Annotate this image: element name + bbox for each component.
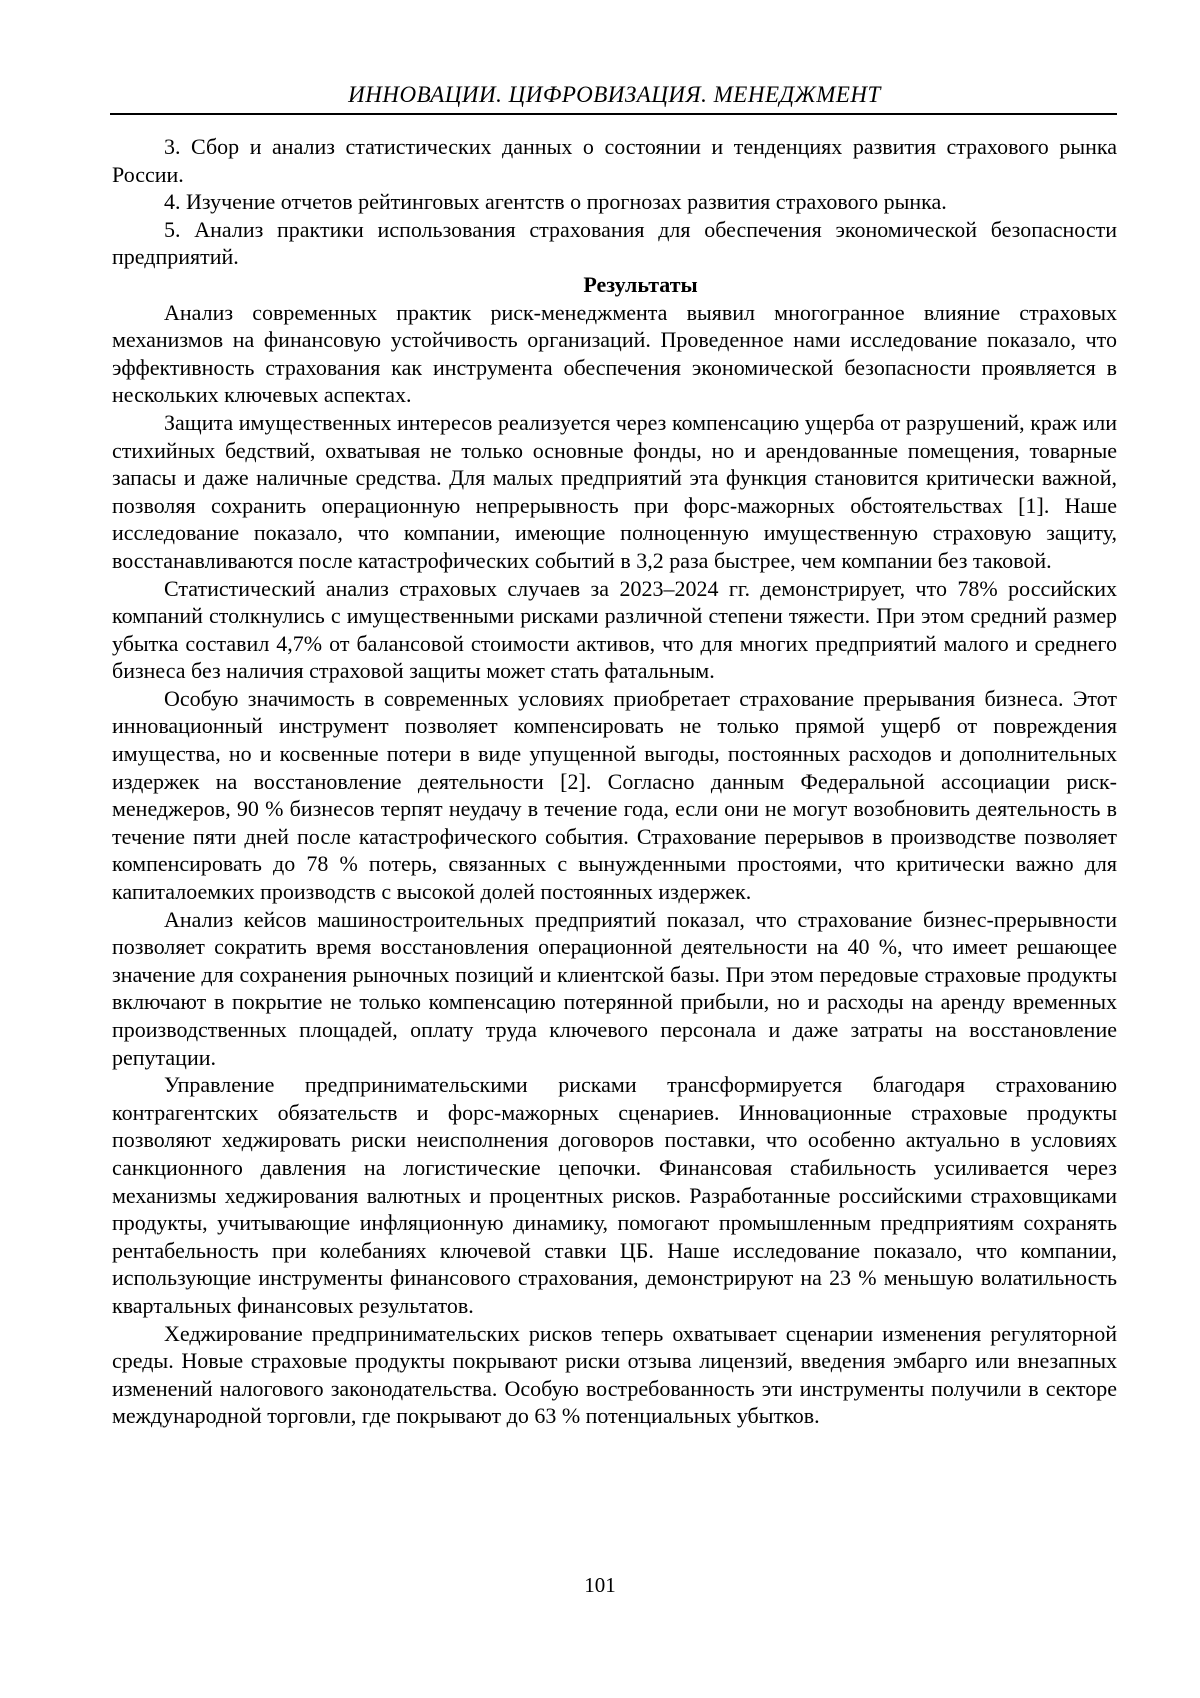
- results-paragraph-6: Управление предпринимательскими рисками трансформируется благодаря страхованию контрагентских обязательств и форс-мажорных сценариев. Инновационные страховые продукты позволяют хеджировать риски неисполнения договоров поставки, что особенно актуально в условиях санкционного давления на логистические цепочки. Финансовая стабильность усиливается через механизмы хеджирования валютных и процентных рисков. Разработанные российскими страховщиками продукты, учитывающие инфляционную динамику, помогают промышленным предприятиям сохранять рентабельность при колебаниях ключевой ставки ЦБ. Наше исследование показало, что компании, использующие инструменты финансового страхования, демонстрируют на 23 % меньшую волатильность квартальных финансовых результатов.: [112, 1072, 1117, 1318]
- running-header: ИННОВАЦИИ. ЦИФРОВИЗАЦИЯ. МЕНЕДЖМЕНТ: [348, 82, 881, 107]
- results-paragraph-2: Защита имущественных интересов реализуется через компенсацию ущерба от разрушений, краж или стихийных бедствий, охватывая не только основные фонды, но и арендованные помещения, товарные запасы и даже наличные средства. Для малых предприятий эта функция становится критически важной, позволяя сохранить операционную непрерывность при форс-мажорных обстоятельствах [1]. Наше исследование показало, что компании, имеющие полноценную имущественную страховую защиту, восстанавливаются после катастрофических событий в 3,2 раза быстрее, чем компании без таковой.: [112, 409, 1117, 573]
- header-rule: [110, 113, 1117, 115]
- page-body: [112, 133, 1117, 1430]
- method-step-3: 3. Сбор и анализ статистических данных о состоянии и тенденциях развития страхового рынка России.: [112, 134, 1117, 187]
- method-step-4: 4. Изучение отчетов рейтинговых агентств о прогнозах развития страхового рынка.: [164, 189, 947, 215]
- results-paragraph-1: Анализ современных практик риск-менеджмента выявил многогранное влияние страховых механизмов на финансовую устойчивость организаций. Проведенное нами исследование показало, что эффективность страхования как инструмента обеспечения экономической безопасности проявляется в нескольких ключевых аспектах.: [112, 299, 1117, 408]
- method-step-5: 5. Анализ практики использования страхования для обеспечения экономической безопасности предприятий.: [112, 216, 1117, 270]
- page-number: 101: [584, 1573, 616, 1597]
- section-heading-results: Результаты: [583, 271, 698, 297]
- results-paragraph-7: Хеджирование предпринимательских рисков теперь охватывает сценарии изменения регуляторной среды. Новые страховые продукты покрывают риски отзыва лицензий, введения эмбарго или внезапных изменений налогового законодательства. Особую востребованность эти инструменты получили в секторе международной торговли, где покрывают до 63 % потенциальных убытков.: [112, 1320, 1117, 1429]
- results-paragraph-4: Особую значимость в современных условиях приобретает страхование прерывания бизнеса. Этот инновационный инструмент позволяет компенсировать не только прямой ущерб от повреждения имущества, но и косвенные потери в виде упущенной выгоды, постоянных расходов и дополнительных издержек на восстановление деятельности [2]. Согласно данным Федеральной ассоциации риск-менеджеров, 90 % бизнесов терпят неудачу в течение года, если они не могут возобновить деятельность в течение пяти дней после катастрофического события. Страхование перерывов в производстве позволяет компенсировать до 78 % потерь, связанных с вынужденными простоями, что критически важно для капиталоемких производств с высокой долей постоянных издержек.: [112, 685, 1117, 905]
- results-paragraph-3: Статистический анализ страховых случаев за 2023–2024 гг. демонстрирует, что 78% российских компаний столкнулись с имущественными рисками различной степени тяжести. При этом средний размер убытка составил 4,7% от балансовой стоимости активов, что для многих предприятий малого и среднего бизнеса без наличия страховой защиты может стать фатальным.: [112, 575, 1117, 684]
- results-paragraph-5: Анализ кейсов машиностроительных предприятий показал, что страхование бизнес-прерывности позволяет сократить время восстановления операционной деятельности на 40 %, что имеет решающее значение для сохранения рыночных позиций и клиентской базы. При этом передовые страховые продукты включают в покрытие не только компенсацию потерянной прибыли, но и расходы на аренду временных производственных площадей, оплату труда ключевого персонала и даже затраты на восстановление репутации.: [112, 906, 1117, 1070]
